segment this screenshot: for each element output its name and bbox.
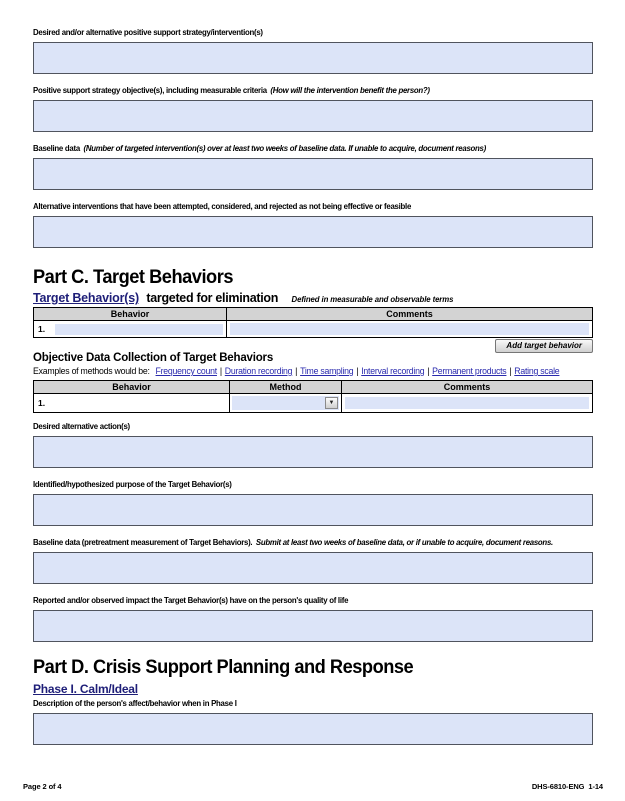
field-label: Identified/hypothesized purpose of the Target Behavior(s)	[33, 479, 232, 489]
method-comments-input[interactable]	[345, 397, 589, 409]
link-permanent-products[interactable]: Permanent products	[432, 366, 507, 376]
field-label: Baseline data (Number of targeted intervention(s) over at least two weeks of baseline data. If unable to acquire, document reasons)	[33, 143, 486, 153]
field-group-strategy-objectives	[33, 85, 593, 132]
field-label: Desired alternative action(s)	[33, 421, 130, 431]
desired-alternative-input[interactable]	[33, 436, 593, 468]
quality-of-life-input[interactable]	[33, 610, 593, 642]
method-examples-line	[33, 366, 576, 377]
row-number: 1.	[38, 324, 46, 334]
target-behaviors-subtitle: targeted for elimination	[146, 291, 279, 305]
separator: |	[356, 366, 359, 376]
comments-1-input[interactable]	[230, 323, 589, 335]
field-group-hypothesized-purpose	[33, 479, 593, 526]
field-group-quality-of-life	[33, 595, 593, 642]
column-header-comments: Comments	[342, 381, 593, 394]
method-cell	[230, 394, 342, 413]
link-frequency-count[interactable]: Frequency count	[155, 366, 217, 376]
column-header-method: Method	[230, 381, 342, 394]
phase-1-link[interactable]: Phase I. Calm/Ideal	[33, 682, 138, 696]
link-interval-recording[interactable]: Interval recording	[361, 366, 425, 376]
column-header-behavior: Behavior	[34, 308, 227, 321]
add-button-row	[33, 338, 593, 352]
baseline-data-input[interactable]	[33, 158, 593, 190]
row-number: 1.	[38, 398, 46, 408]
phase-1-line	[33, 682, 593, 695]
target-behaviors-link[interactable]: Target Behavior(s)	[33, 291, 139, 305]
add-target-behavior-button[interactable]: Add target behavior	[495, 339, 593, 353]
behavior-1-input[interactable]	[55, 324, 223, 335]
column-header-comments: Comments	[227, 308, 593, 321]
pretreatment-baseline-input[interactable]	[33, 552, 593, 584]
field-label: Reported and/or observed impact the Target Behavior(s) have on the person's quality of life	[33, 595, 349, 605]
method-dropdown[interactable]	[232, 396, 339, 410]
behavior-cell	[34, 394, 230, 413]
field-group-desired-alternative	[33, 421, 593, 468]
field-label: Description of the person's affect/behavior when in Phase I	[33, 698, 237, 708]
separator: |	[427, 366, 430, 376]
page-number: Page 2 of 4	[23, 782, 62, 791]
field-label: Desired and/or alternative positive support strategy/intervention(s)	[33, 27, 263, 37]
column-header-behavior: Behavior	[34, 381, 230, 394]
table-header-row	[34, 308, 593, 321]
behavior-cell	[34, 321, 227, 338]
separator: |	[295, 366, 298, 376]
part-c-heading: Part C. Target Behaviors	[33, 267, 233, 288]
target-behaviors-line	[33, 291, 593, 304]
separator: |	[219, 366, 222, 376]
comments-cell	[227, 321, 593, 338]
part-d-heading: Part D. Crisis Support Planning and Response	[33, 657, 414, 678]
support-strategy-input[interactable]	[33, 42, 593, 74]
hypothesized-purpose-input[interactable]	[33, 494, 593, 526]
field-label: Positive support strategy objective(s), including measurable criteria (How will the intervention benefit the person?)	[33, 85, 430, 95]
field-group-support-strategy	[33, 27, 593, 74]
link-time-sampling[interactable]: Time sampling	[300, 366, 354, 376]
field-group-alternative-interventions	[33, 201, 593, 248]
comments-cell	[342, 394, 593, 413]
link-duration-recording[interactable]: Duration recording	[224, 366, 293, 376]
link-rating-scale[interactable]: Rating scale	[514, 366, 560, 376]
alternative-interventions-input[interactable]	[33, 216, 593, 248]
field-group-pretreatment-baseline	[33, 537, 593, 584]
form-number: DHS-6810-ENG 1-14	[531, 782, 603, 791]
table-row	[34, 321, 593, 338]
strategy-objectives-input[interactable]	[33, 100, 593, 132]
chevron-down-icon[interactable]	[325, 397, 338, 409]
target-behaviors-note: Defined in measurable and observable terms	[291, 295, 454, 304]
field-label: Baseline data (pretreatment measurement of Target Behaviors). Submit at least two weeks of baseline data, or if unable to acquire, document reasons.	[33, 537, 553, 547]
objective-data-heading: Objective Data Collection of Target Behaviors	[33, 352, 274, 364]
table-row	[34, 394, 593, 413]
examples-prefix: Examples of methods would be:	[33, 366, 150, 376]
field-label: Alternative interventions that have been attempted, considered, and rejected as not being effective or feasible	[33, 201, 412, 211]
phase-1-description-input[interactable]	[33, 713, 593, 745]
table-header-row	[34, 381, 593, 394]
field-group-phase-1-description	[33, 698, 593, 745]
separator: |	[509, 366, 512, 376]
data-collection-table	[33, 380, 593, 413]
field-group-baseline-data	[33, 143, 593, 190]
target-behaviors-table	[33, 307, 593, 338]
page-footer	[23, 782, 603, 791]
